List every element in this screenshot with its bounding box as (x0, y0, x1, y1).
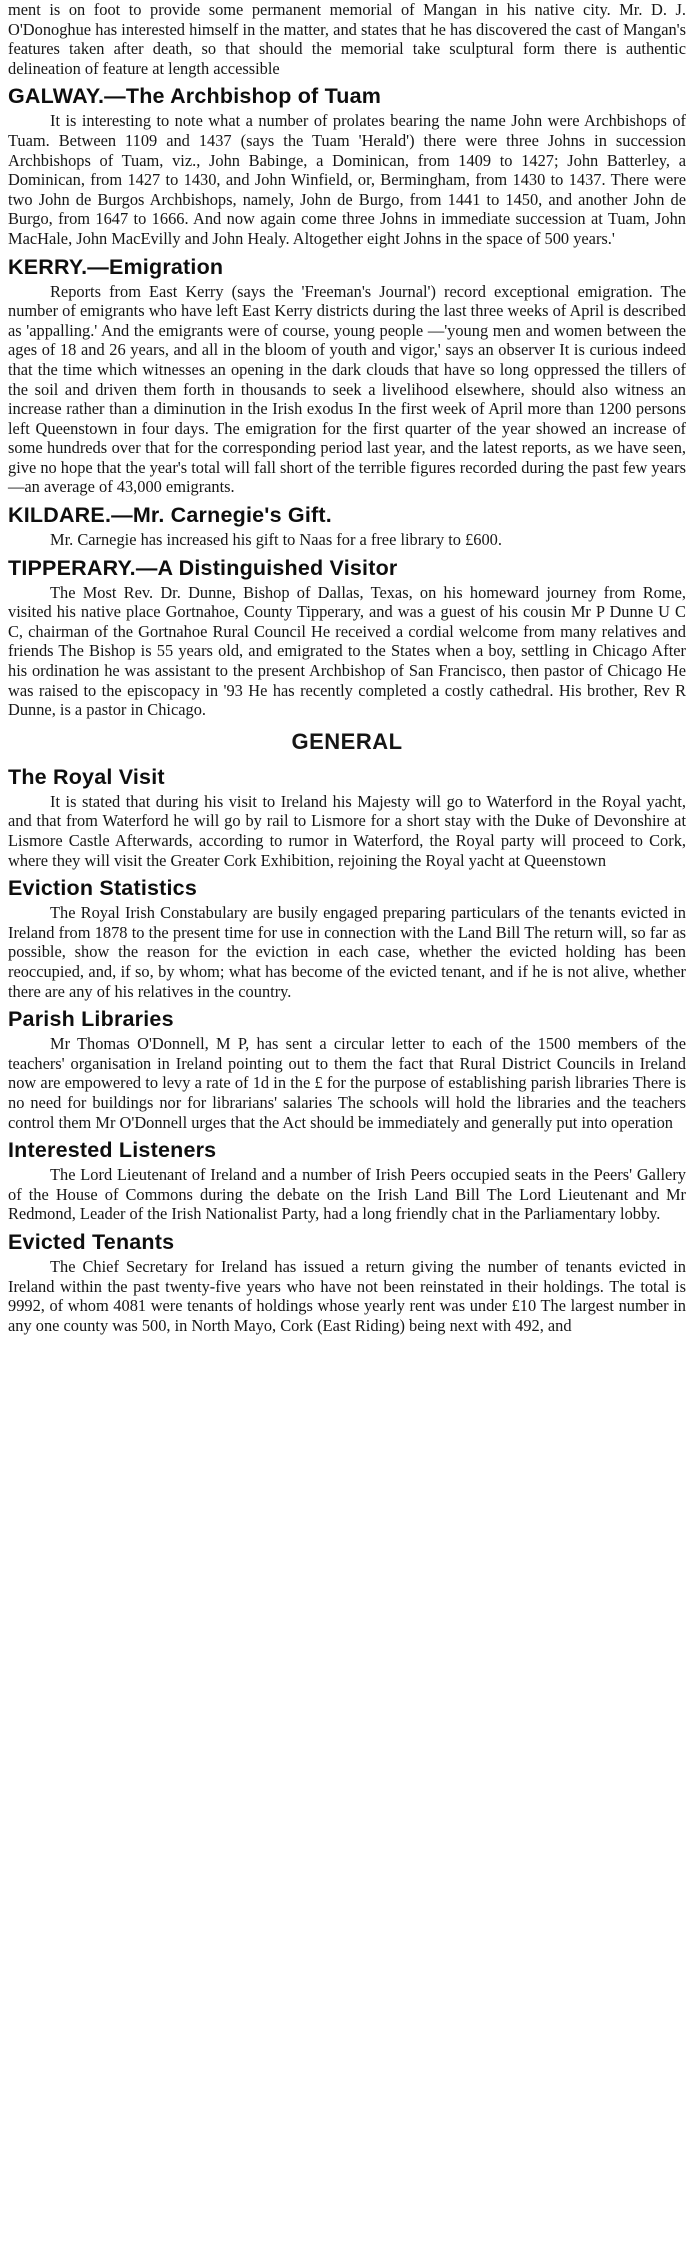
tipperary-paragraph: The Most Rev. Dr. Dunne, Bishop of Dallas, Texas, on his homeward journey from Rome, visited his native place Gortnahoe, County Tipperary, and was a guest of his cousin Mr P Dunne U C C, chairman of the Gortnahoe Rural Council He received a cordial welcome from many relatives and friends The Bishop is 55 years old, and emigrated to the States when a boy, settling in Chicago After his ordination he was assistant to the present Archbishop of San Francisco, then pastor of Chicago He was raised to the episcopacy in '93 He has recently completed a costly cathedral. His brother, Rev R Dunne, is a pastor in Chicago. (8, 582, 686, 720)
parish-libraries-article (8, 1006, 686, 1132)
kerry-paragraph: Reports from East Kerry (says the 'Freeman's Journal') record exceptional emigration. The number of emigrants who have left East Kerry districts during the last three weeks of April is described as 'appalling.' And the emigrants were of course, young people —'young men and women between the ages of 18 and 26 years, and all in the bloom of youth and vigor,' says an observer It is curious indeed that the time which witnesses an opening in the dark clouds that have so long oppressed the tillers of the soil and driven them forth in thousands to seek a livelihood elsewhere, should also witness an increase rather than a diminution in the Irish exodus In the first week of April more than 1200 persons left Queenstown in four days. The emigration for the first quarter of the year showed an increase of some hundreds over that for the corresponding period last year, and the latest reports, as we have seen, give no hope that the year's total will fall short of the terrible figures recorded during the past few years—an average of 43,000 emigrants. (8, 281, 686, 497)
kildare-heading: KILDARE.—Mr. Carnegie's Gift. (8, 503, 332, 528)
eviction-statistics-heading: Eviction Statistics (8, 876, 197, 901)
royal-visit-article (8, 764, 686, 870)
kerry-article (8, 254, 686, 498)
galway-article (8, 83, 686, 248)
galway-paragraph: It is interesting to note what a number of prolates bearing the name John were Archbishops of Tuam. Between 1109 and 1437 (says the Tuam 'Herald') there were three Johns in succession Archbishops of Tuam, viz., John Babinge, a Dominican, from 1409 to 1427; John Batterley, a Dominican, from 1427 to 1430, and John Winfield, or, Bermingham, from 1430 to 1437. There were two John de Burgos Archbishops, namely, John de Burgo, from 1441 to 1450, and another John de Burgo, from 1647 to 1666. And now again come three Johns in immediate succession at Tuam, John MacHale, John MacEvilly and John Healy. Altogether eight Johns in the space of 500 years.' (8, 111, 686, 248)
eviction-statistics-paragraph: The Royal Irish Constabulary are busily engaged preparing particulars of the tenants evicted in Ireland from 1878 to the present time for use in connection with the Land Bill The return will, so far as possible, show the reason for the eviction in each case, whether the evicted holding has been reoccupied, and, if so, by whom; what has become of the evicted tenant, and if he is not alive, whether there are any of his relatives in the country. (8, 903, 686, 1001)
intro-paragraph: ment is on foot to provide some permanent memorial of Mangan in his native city. Mr. D. J. O'Donoghue has interested himself in the matter, and states that he has discovered the cast of Mangan's features taken after death, so that should the memorial take sculptural form there is authentic delineation of feature at length accessible (8, 0, 686, 78)
intro-continuation (8, 0, 686, 78)
interested-listeners-paragraph: The Lord Lieutenant of Ireland and a number of Irish Peers occupied seats in the Peers' Gallery of the House of Commons during the debate on the Irish Land Bill The Lord Lieutenant and Mr Redmond, Leader of the Irish Nationalist Party, had a long friendly chat in the Parliamentary lobby. (8, 1165, 686, 1224)
evicted-tenants-article (8, 1229, 686, 1335)
interested-listeners-article (8, 1137, 686, 1224)
general-section-heading: GENERAL (291, 728, 403, 754)
royal-visit-heading: The Royal Visit (8, 764, 165, 789)
interested-listeners-heading: Interested Listeners (8, 1138, 217, 1163)
kerry-heading: KERRY.—Emigration (8, 254, 224, 279)
evicted-tenants-paragraph: The Chief Secretary for Ireland has issued a return giving the number of tenants evicted in Ireland within the past twenty-five years who have not been reinstated in their holdings. The total is 9992, of whom 4081 were tenants of holdings whose yearly rent was under £10 The largest number in any one county was 500, in North Mayo, Cork (East Riding) being next with 492, and (8, 1256, 686, 1335)
royal-visit-paragraph: It is stated that during his visit to Ireland his Majesty will go to Waterford in the Royal yacht, and that from Waterford he will go by rail to Lismore for a short stay with the Duke of Devonshire at Lismore Castle Afterwards, according to rumor in Waterford, the Royal party will proceed to Cork, where they will visit the Greater Cork Exhibition, rejoining the Royal yacht at Queenstown (8, 791, 686, 870)
evicted-tenants-heading: Evicted Tenants (8, 1229, 175, 1254)
tipperary-article (8, 555, 686, 720)
kildare-paragraph: Mr. Carnegie has increased his gift to Naas for a free library to £600. (50, 530, 502, 550)
parish-libraries-paragraph: Mr Thomas O'Donnell, M P, has sent a circular letter to each of the 1500 members of the teachers' organisation in Ireland pointing out to them the fact that Rural District Councils in Ireland now are empowered to levy a rate of 1d in the £ for the purpose of establishing parish libraries There is no need for buildings nor for librarians' salaries The schools will hold the libraries and the teachers control them Mr O'Donnell urges that the Act should be immediately and generally put into operation (8, 1034, 686, 1132)
galway-heading: GALWAY.—The Archbishop of Tuam (8, 84, 382, 109)
tipperary-heading: TIPPERARY.—A Distinguished Visitor (8, 555, 398, 580)
eviction-statistics-article (8, 875, 686, 1001)
parish-libraries-heading: Parish Libraries (8, 1007, 174, 1032)
kildare-article (8, 502, 686, 550)
